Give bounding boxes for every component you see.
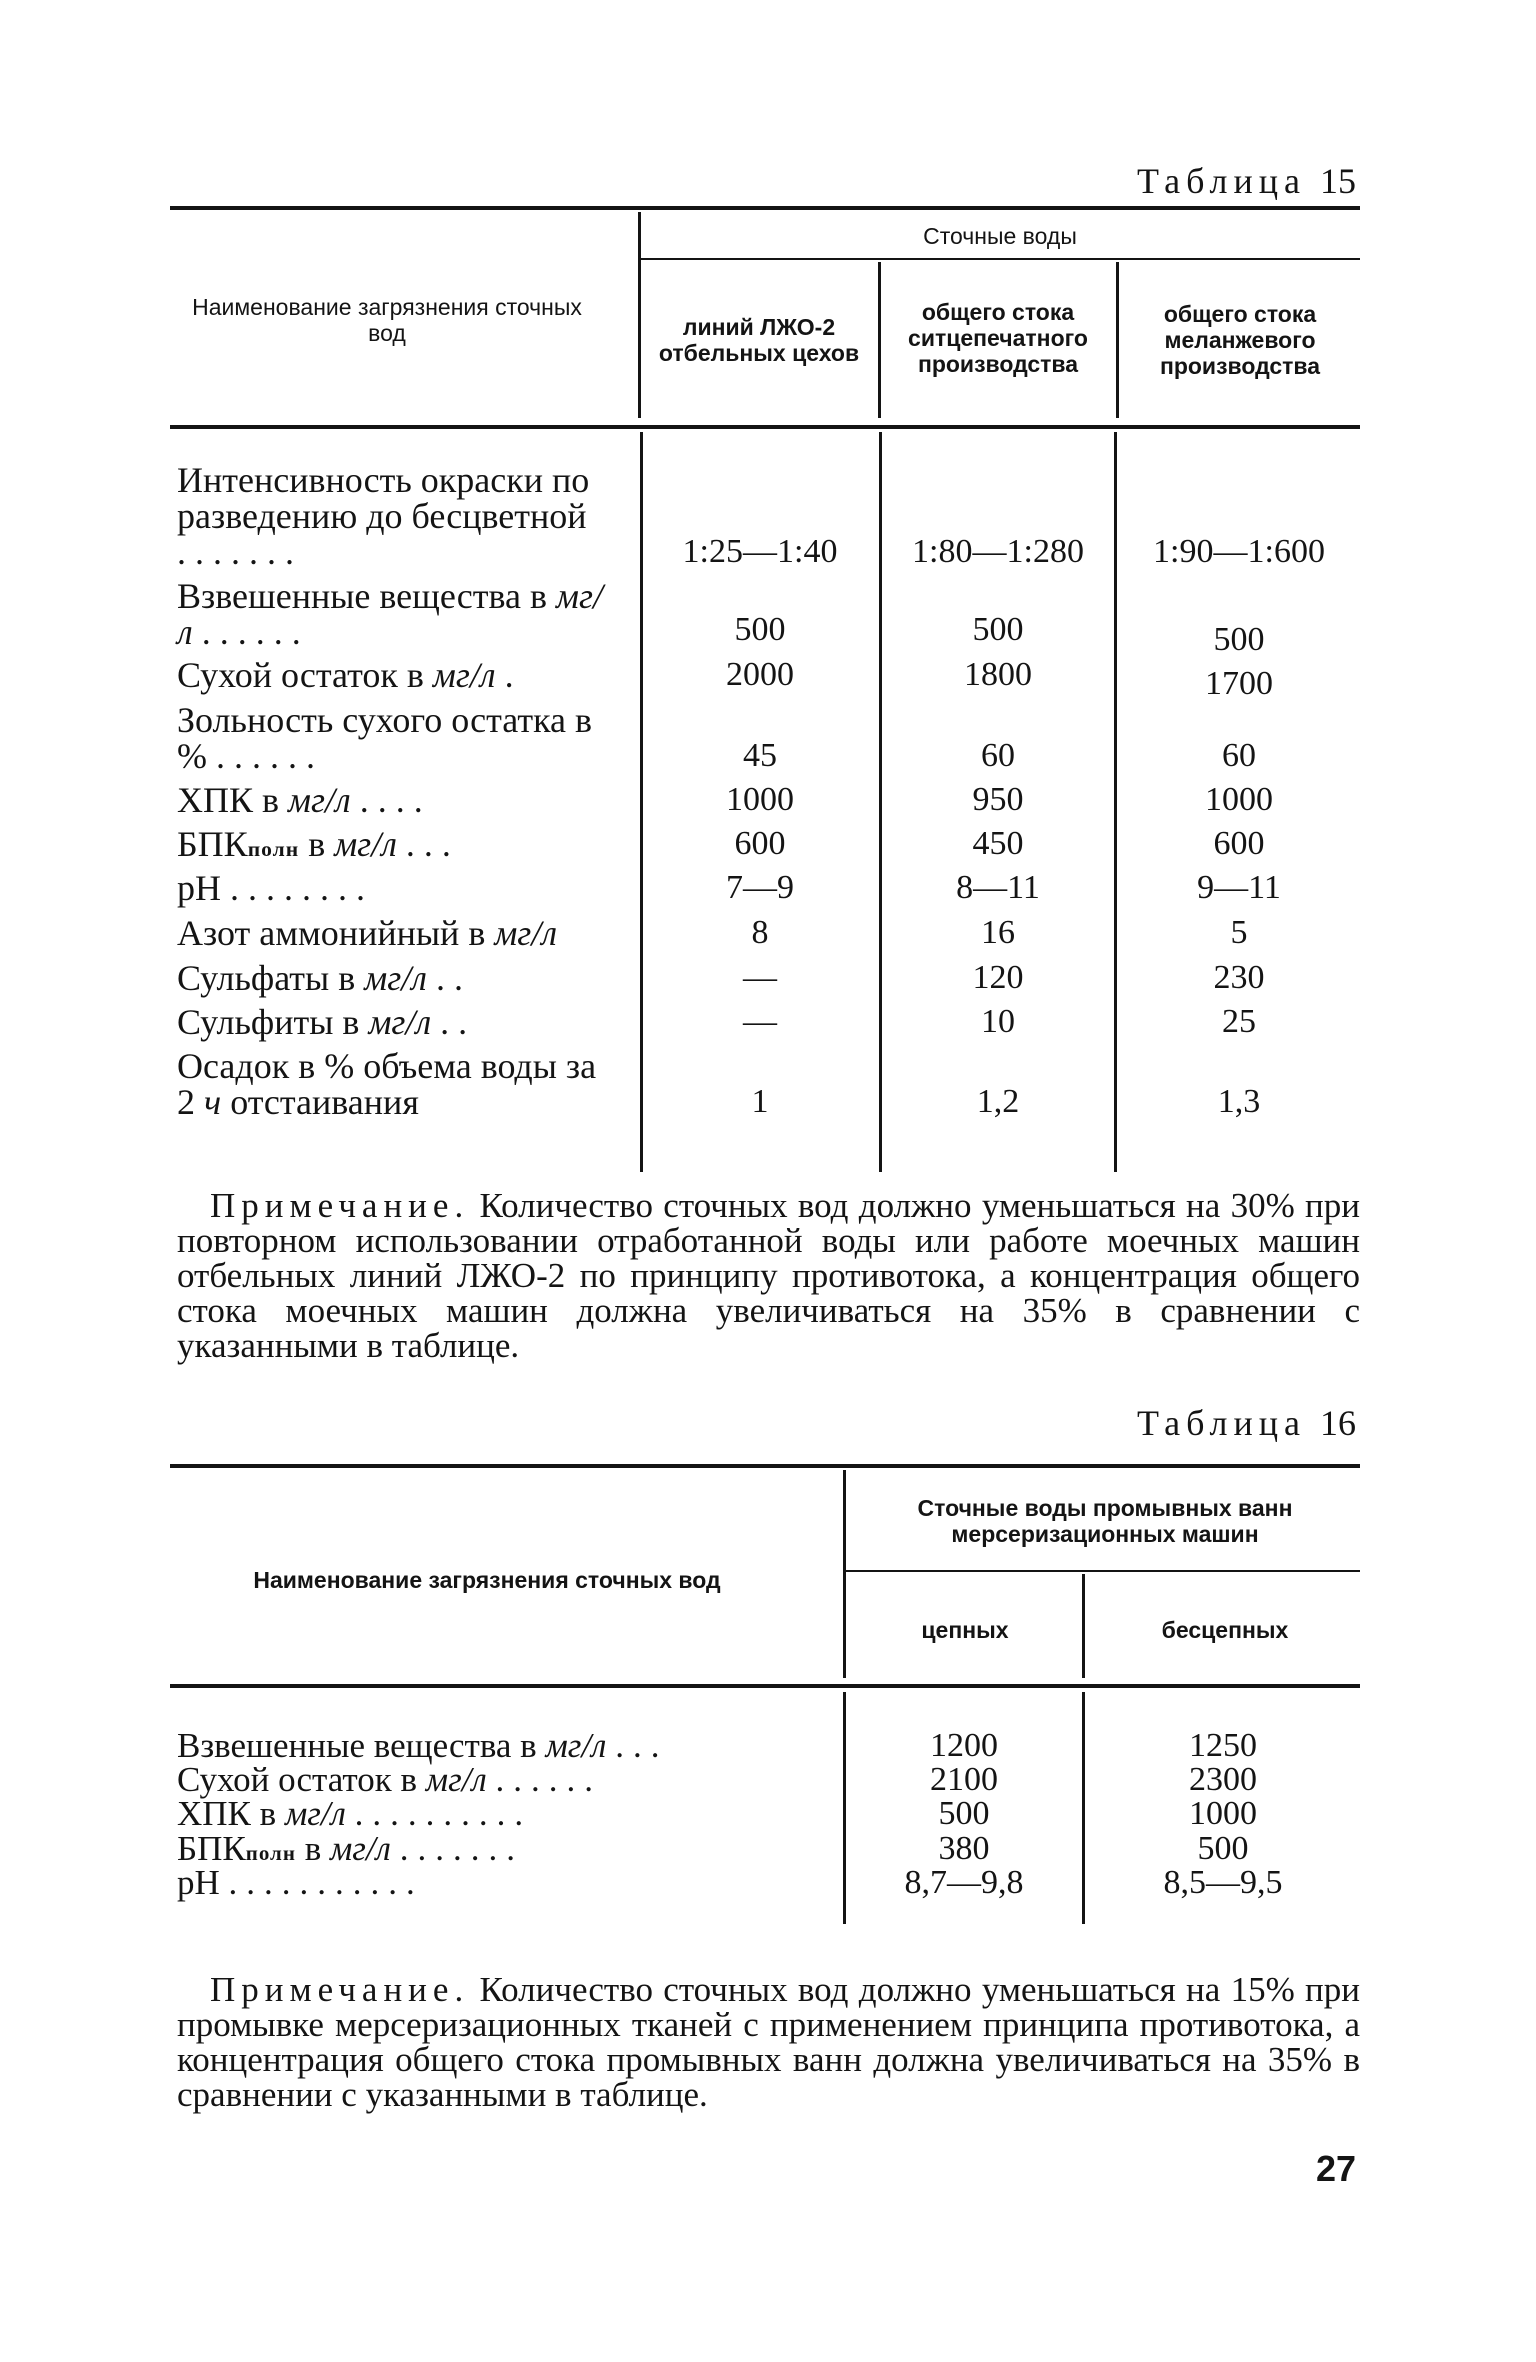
row-label: ХПК в [177,1794,277,1833]
cell-value: 1800 [964,656,1032,693]
unit-label: мг/л [177,576,603,652]
cell-value: 1:80—1:280 [912,533,1084,570]
leader-dots: ...... [201,612,310,652]
table-16-header-rule [170,1684,1360,1688]
cell-value: 500 [972,611,1024,648]
cell-value: 2100 [930,1761,998,1798]
row-label: Взвешенные вещества в [177,576,547,616]
cell-value: 10 [981,1003,1015,1040]
cell-value: 8,5—9,5 [1163,1864,1283,1901]
note-text: Количество сточных вод должно уменьшаться на 15% при промывке мерсеризационных тканей с применением принципа противотока, а концентрация общего стока промывных ванн должна увеличиваться на 35% в сравнении с указанными в таблице. [177,1970,1360,2114]
caption-number: 16 [1320,1403,1356,1443]
note-label: Примечание. [210,1970,470,2009]
table-15-col-divider-1 [638,212,641,418]
row-label-cont: в [299,824,326,864]
cell-value: 8—11 [956,869,1040,906]
subscript: полн [247,837,300,861]
table-15-header-group: Сточные воды [923,223,1077,249]
leader-dots: ...... [216,736,324,776]
table-16-header-name: Наименование загрязнения сточных вод [253,1567,721,1593]
leader-dots: ....... [177,532,303,572]
unit-label: мг/л [364,958,427,998]
cell-value: 1000 [726,781,794,818]
row-label-cont: отстаивания [221,1082,419,1122]
leader-dots: .......... [354,1794,533,1833]
cell-value: 8,7—9,8 [904,1864,1024,1901]
cell-value: 1000 [1205,781,1273,818]
table-16-caption [1137,1402,1356,1444]
cell-value: 5 [1230,914,1248,951]
table-15-col-3-header: общего стока меланжевого производства [1159,301,1321,379]
cell-value: 2000 [726,656,794,693]
cell-value: 1 [751,1083,769,1120]
leader-dots: ...... [495,1760,602,1799]
table-15-col-1-header: линий ЛЖО-2 отбельных цехов [658,314,860,366]
leader-dots: ... [405,824,460,864]
cell-value: 9—11 [1197,869,1281,906]
row-label: БПК [177,1829,246,1868]
row-label: Зольность сухого остатка в % [177,700,592,776]
leader-dots: ........ [230,868,374,908]
cell-value: 600 [734,825,786,862]
leader-dots: .. [440,1002,477,1042]
cell-value: 7—9 [726,869,794,906]
table-16-group-rule [846,1570,1360,1572]
table-16-col-2-header: бесцепных [1161,1617,1289,1643]
row-label: Интенсивность окраски по разведению до бесцветной [177,460,590,536]
unit-label: мг/л [368,1002,432,1042]
caption-word: Таблица [1137,161,1306,201]
cell-value: 120 [972,959,1024,996]
row-label: Азот аммонийный в [177,913,486,953]
cell-value: 8 [751,914,769,951]
table-15-col-divider-2 [878,262,881,418]
cell-value: 1250 [1189,1727,1257,1764]
cell-value: 25 [1222,1003,1256,1040]
cell-value: 1:90—1:600 [1153,533,1325,570]
cell-value: 45 [743,737,777,774]
table-15-header-name: Наименование загрязнения сточных вод [192,294,582,346]
table-15-caption [1137,160,1356,202]
cell-value: 1,2 [976,1083,1020,1120]
row-label: рН [177,868,221,908]
row-label: ХПК в [177,780,280,820]
cell-value: 500 [1213,621,1265,658]
row-label: Сульфаты в [177,958,356,998]
leader-dots: .... [359,780,432,820]
cell-value: 380 [938,1830,990,1867]
cell-value: — [743,959,777,996]
cell-value: 950 [972,781,1024,818]
row-label: Взвешенные вещества в [177,1726,537,1765]
cell-value: 500 [938,1795,990,1832]
unit-label: мг/л [432,655,496,695]
cell-value: 1:25—1:40 [682,533,838,570]
subscript: полн [245,1841,296,1865]
unit-label: мг/л [284,1794,346,1833]
cell-value: 500 [1197,1830,1249,1867]
table-15-col-2-header: общего стока ситцепечатного производства [908,299,1088,377]
note-label: Примечание. [210,1186,470,1225]
table-15-top-rule [170,206,1360,210]
cell-value: 600 [1213,825,1265,862]
row-label: Сульфиты в [177,1002,360,1042]
cell-value: 230 [1213,959,1265,996]
table-16-col-divider-2 [1082,1574,1085,1678]
caption-number: 15 [1320,161,1356,201]
table-15-group-rule [640,258,1360,260]
table-15-note [177,1188,1360,1363]
table-16-body-divider-2 [1082,1692,1085,1924]
table-15-header-rule [170,425,1360,429]
cell-value: 2300 [1189,1761,1257,1798]
unit-label: мг/л [288,780,351,820]
leader-dots: .. [435,958,472,998]
table-15-col-divider-3 [1116,262,1119,418]
unit-label: мг/л [334,824,397,864]
row-label-cont: в [295,1829,322,1868]
table-15-body-divider-3 [1114,432,1117,1172]
note-text: Количество сточных вод должно уменьшаться на 30% при повторном использовании отработанной воды или работе моечных машин отбельных линий ЛЖО-2 по принципу противотока, а концентрация общего стока моечных машин должна увеличиваться на 35% в сравнении с указанными в таблице. [177,1186,1360,1365]
row-label: Осадок в % объема воды за 2 [177,1046,597,1122]
cell-value: 1700 [1205,665,1273,702]
cell-value: 60 [1222,737,1256,774]
cell-value: 1200 [930,1727,998,1764]
leader-dots: . [504,655,523,695]
unit-label: мг/л [494,913,558,953]
page-number: 27 [1315,2148,1356,2189]
row-label: БПК [177,824,248,864]
cell-value: 1000 [1189,1795,1257,1832]
cell-value: 1,3 [1217,1083,1261,1120]
row-label: Сухой остаток в [177,655,424,695]
unit-label: мг/л [545,1726,607,1765]
unit-label: мг/л [425,1760,487,1799]
table-16-col-divider-1 [843,1470,846,1678]
table-16-note [177,1972,1360,2112]
row-label: рН [177,1863,220,1902]
leader-dots: ... [615,1726,669,1765]
table-16-header-group: Сточные воды промывных ванн мерсеризационных машин [917,1495,1293,1547]
table-16-top-rule [170,1464,1360,1468]
row-label: Сухой остаток в [177,1760,417,1799]
cell-value: 450 [972,825,1024,862]
leader-dots: ........... [228,1863,424,1902]
cell-value: 16 [981,914,1015,951]
leader-dots: ....... [399,1829,524,1868]
caption-word: Таблица [1137,1403,1306,1443]
cell-value: 60 [981,737,1015,774]
unit-label: мг/л [329,1829,391,1868]
unit-label: ч [204,1082,222,1122]
cell-value: — [743,1003,777,1040]
table-16-col-1-header: цепных [921,1617,1009,1643]
cell-value: 500 [734,611,786,648]
